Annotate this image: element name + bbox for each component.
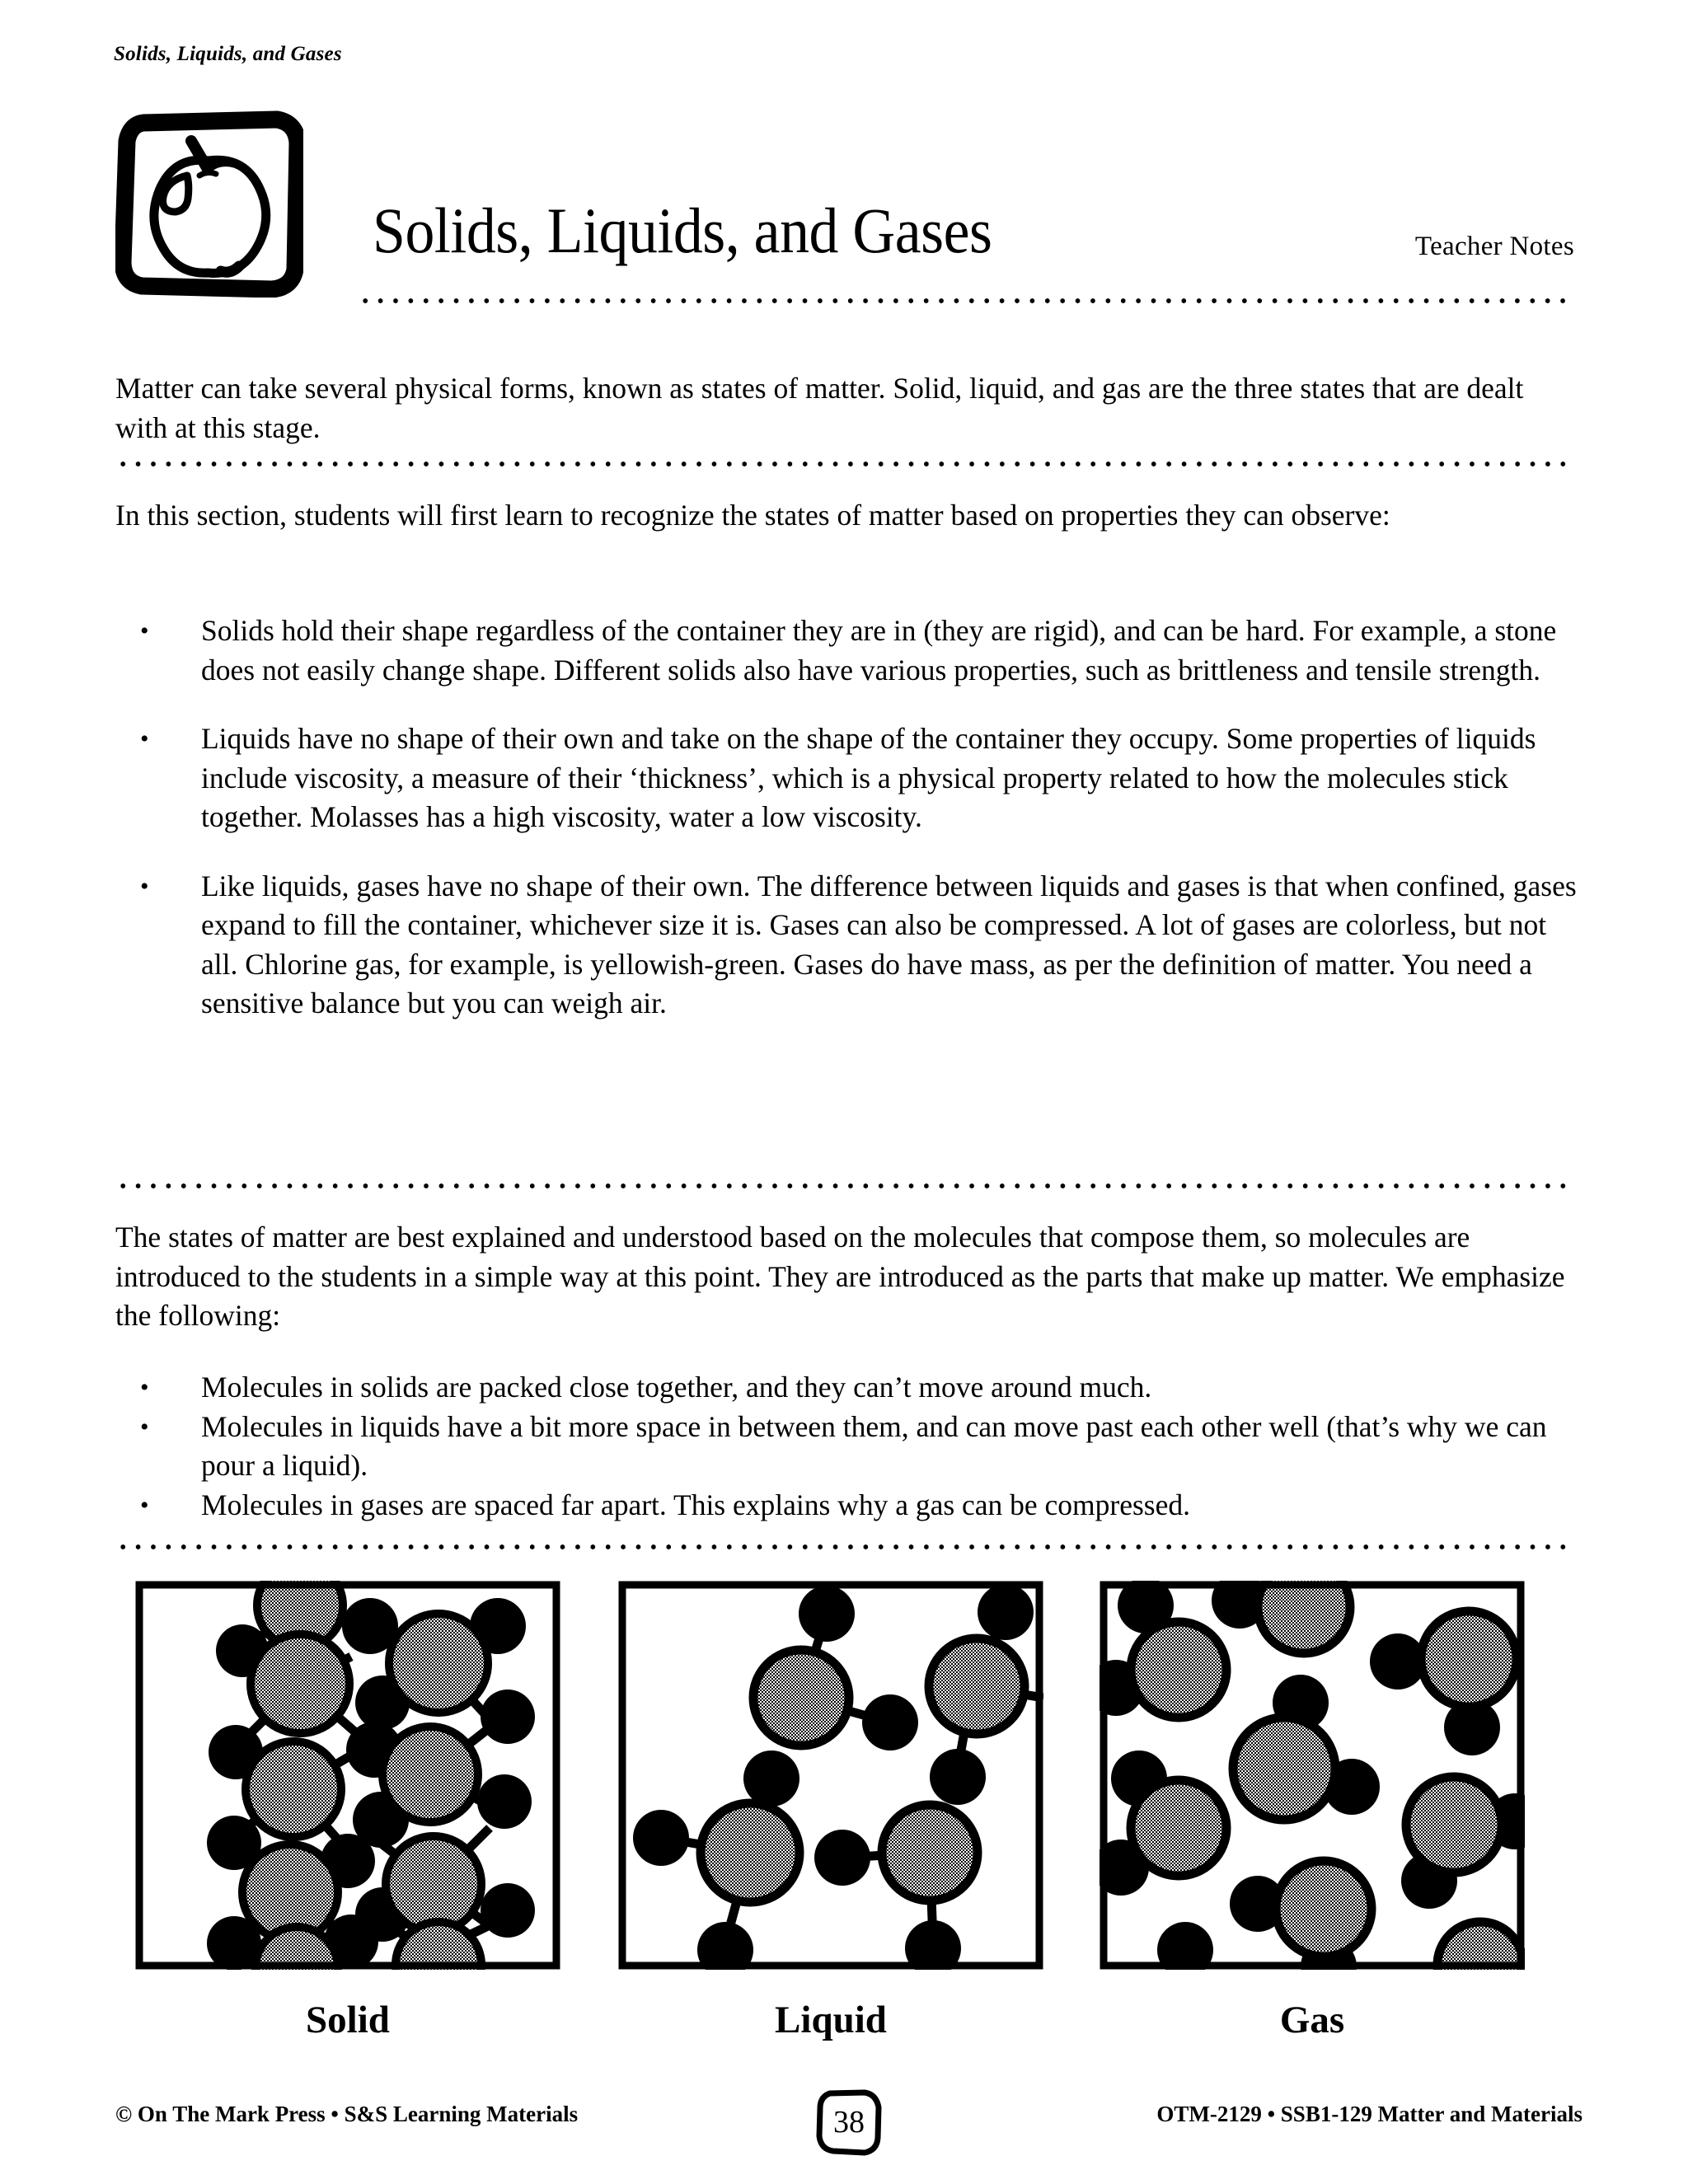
footer-copyright: © On The Mark Press • S&S Learning Materials [115, 2102, 579, 2126]
section-one-bullet-list [115, 612, 1582, 1024]
list-item: • Liquids have no shape of their own and take on the shape of the container they occupy. Some properties of liquids include viscosity, a measure of their ‘thickness’, which is a physical property related to how the molecules stick together. Molasses has a high viscosity, water a low viscosity. [115, 719, 1582, 837]
page-number: 38 [833, 2105, 865, 2139]
diagram-label-solid: Solid [306, 1999, 390, 2041]
teacher-notes-label: Teacher Notes [1414, 232, 1574, 261]
apple-logo-icon [115, 110, 303, 298]
list-item: • Like liquids, gases have no shape of their own. The difference between liquids and gases is that when confined, gases expand to fill the container, whichever size it is. Gases can also be compressed. A lot of gases are colorless, but not all. Chlorine gas, for example, is yellowish-green. Gases do have mass, as per the definition of matter. You need a sensitive balance but you can weigh air. [115, 867, 1582, 1024]
page-title: Solids, Liquids, and Gases [373, 194, 992, 266]
masthead [115, 110, 1574, 307]
diagram-label-gas: Gas [1279, 1999, 1345, 2041]
liquid-diagram-panel [618, 1581, 1043, 1970]
gas-diagram-panel [1100, 1581, 1525, 1970]
page-footer [115, 2093, 1582, 2159]
intro-paragraph: Matter can take several physical forms, known as states of matter. Solid, liquid, and gas are the three states that are dealt with at this stage. [115, 372, 1524, 444]
divider-rule-2 [115, 1182, 1574, 1190]
diagram-labels [115, 1998, 1574, 2055]
section-two-bullet-list [115, 1368, 1582, 1525]
divider-rule-3 [115, 1543, 1574, 1551]
list-item: • Molecules in liquids have a bit more space in between them, and can move past each other well (that’s why we can pour a liquid). [115, 1408, 1582, 1486]
divider-rule-masthead [358, 297, 1574, 305]
section-one-lead: In this section, students will first learn to recognize the states of matter based on properties they can observe: [115, 499, 1390, 532]
section-two-lead: The states of matter are best explained and understood based on the molecules that compose them, so molecules are introduced to the students in a simple way at this point. They are introduced as the parts that make up matter. We emphasize the following: [115, 1221, 1565, 1332]
states-of-matter-diagrams [115, 1581, 1574, 1993]
list-item: • Molecules in gases are spaced far apart. This explains why a gas can be compressed. [115, 1486, 1582, 1526]
solid-diagram-panel [135, 1581, 560, 1970]
running-head: Solids, Liquids, and Gases [114, 43, 342, 65]
divider-rule-1 [115, 460, 1574, 468]
list-item: • Molecules in solids are packed close together, and they can’t move around much. [115, 1368, 1582, 1408]
list-item: • Solids hold their shape regardless of the container they are in (they are rigid), and can be hard. For example, a stone does not easily change shape. Different solids also have various properties, such as brittleness and tensile strength. [115, 612, 1582, 690]
footer-product-code: OTM-2129 • SSB1-129 Matter and Materials [1156, 2102, 1582, 2126]
diagram-label-liquid: Liquid [775, 1999, 887, 2041]
page-number-badge [814, 2087, 884, 2158]
